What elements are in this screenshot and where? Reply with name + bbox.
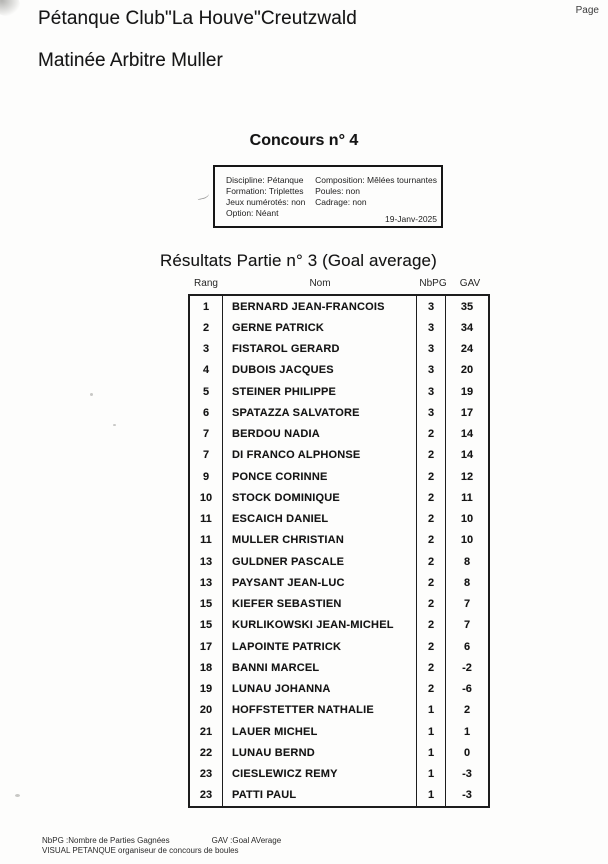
cell-nom: PATTI PAUL (223, 785, 417, 806)
info-composition: Composition: Mêlées tournantes (315, 175, 437, 185)
cell-nom: LAUER MICHEL (223, 721, 417, 742)
cell-nbpg: 3 (417, 317, 446, 338)
cell-gav: 11 (461, 491, 473, 504)
cell-gav: 34 (460, 321, 474, 334)
cell-gav: 19 (460, 385, 474, 398)
cell-nbpg: 2 (417, 487, 446, 508)
results-title: Résultats Partie n° 3 (Goal average) (160, 251, 437, 270)
legend-gav: GAV :Goal AVerage (211, 836, 282, 845)
cell-nbpg: 3 (417, 402, 446, 423)
cell-gav: -6 (462, 683, 472, 696)
cell-gav: 20 (460, 364, 474, 377)
scan-speck (90, 393, 93, 396)
cell-nom: BANNI MARCEL (223, 657, 417, 678)
club-title: Pétanque Club"La Houve"Creutzwald (38, 8, 357, 29)
cell-rang: 22 (190, 742, 223, 763)
legend-nbpg: NbPG :Nombre de Parties Gagnées (42, 836, 170, 845)
cell-rang: 5 (190, 381, 223, 402)
cell-rang: 11 (190, 509, 223, 530)
column-header-nom: Nom (309, 278, 331, 289)
cell-gav: 0 (463, 746, 471, 759)
cell-nom: ESCAICH DANIEL (223, 509, 417, 530)
cell-gav: 12 (460, 470, 474, 483)
cell-gav: 14 (460, 428, 474, 441)
footer-software: VISUAL PETANQUE organiseur de concours de boules (42, 846, 239, 855)
column-header-rang: Rang (194, 278, 218, 289)
cell-nbpg: 3 (417, 296, 446, 317)
cell-rang: 9 (190, 466, 223, 487)
cell-nom: DUBOIS JACQUES (223, 360, 417, 381)
cell-gav: 6 (463, 640, 471, 653)
info-cadrage: Cadrage: non (315, 197, 367, 207)
cell-rang: 23 (190, 785, 223, 806)
scan-speck (113, 424, 116, 426)
cell-gav: 14 (460, 449, 474, 462)
cell-nom: GULDNER PASCALE (223, 551, 417, 572)
footer-legend (42, 836, 281, 846)
cell-nbpg: 2 (417, 572, 446, 593)
scan-smudge-artifact (0, 0, 20, 16)
cell-rang: 13 (190, 551, 223, 572)
cell-nbpg: 1 (417, 721, 446, 742)
pen-mark-artifact (196, 191, 209, 200)
cell-rang: 11 (190, 530, 223, 551)
cell-nom: LUNAU BERND (223, 742, 417, 763)
info-discipline: Discipline: Pétanque (226, 175, 304, 185)
concours-date: 19-Janv-2025 (385, 214, 437, 224)
cell-nbpg: 1 (417, 764, 446, 785)
cell-rang: 20 (190, 700, 223, 721)
cell-rang: 19 (190, 679, 223, 700)
event-title: Matinée Arbitre Muller (38, 50, 223, 71)
column-header-nbpg: NbPG (419, 278, 447, 289)
cell-nom: BERNARD JEAN-FRANCOIS (223, 296, 417, 317)
cell-nbpg: 2 (417, 551, 446, 572)
cell-gav: 8 (463, 555, 471, 568)
cell-rang: 1 (190, 296, 223, 317)
cell-gav: 35 (460, 300, 474, 313)
cell-gav: 7 (463, 619, 471, 632)
cell-gav: 7 (463, 598, 471, 611)
page-footer (42, 836, 281, 856)
cell-nbpg: 2 (417, 445, 446, 466)
cell-nom: DI FRANCO ALPHONSE (223, 445, 417, 466)
cell-nbpg: 2 (417, 594, 446, 615)
cell-rang: 10 (190, 487, 223, 508)
cell-nbpg: 3 (417, 339, 446, 360)
cell-nom: PONCE CORINNE (223, 466, 417, 487)
cell-rang: 23 (190, 764, 223, 785)
column-header-gav: GAV (459, 278, 481, 289)
info-left-column (226, 175, 315, 219)
info-formation: Formation: Triplettes (226, 186, 304, 196)
cell-rang: 4 (190, 360, 223, 381)
info-right-column (315, 175, 437, 219)
results-table (188, 294, 490, 808)
cell-rang: 7 (190, 445, 223, 466)
cell-nom: SPATAZZA SALVATORE (223, 402, 417, 423)
cell-nbpg: 2 (417, 636, 446, 657)
cell-nom: PAYSANT JEAN-LUC (223, 572, 417, 593)
cell-nbpg: 3 (417, 381, 446, 402)
cell-nbpg: 2 (417, 466, 446, 487)
cell-gav: -2 (462, 661, 472, 674)
concours-title: Concours n° 4 (249, 132, 359, 149)
cell-rang: 15 (190, 615, 223, 636)
cell-nbpg: 2 (417, 424, 446, 445)
cell-gav: -3 (462, 789, 472, 802)
cell-nbpg: 1 (417, 700, 446, 721)
cell-nbpg: 2 (417, 615, 446, 636)
cell-nom: LAPOINTE PATRICK (223, 636, 417, 657)
cell-nbpg: 2 (417, 509, 446, 530)
cell-nbpg: 1 (417, 785, 446, 806)
info-poules: Poules: non (315, 186, 360, 196)
cell-nom: FISTAROL GERARD (223, 339, 417, 360)
page-label: Page (575, 5, 599, 16)
info-jeux-numerotes: Jeux numérotés: non (226, 197, 306, 207)
cell-rang: 15 (190, 594, 223, 615)
cell-gav: 10 (460, 513, 474, 526)
cell-nom: KURLIKOWSKI JEAN-MICHEL (223, 615, 417, 636)
cell-rang: 21 (190, 721, 223, 742)
cell-nom: STEINER PHILIPPE (223, 381, 417, 402)
cell-gav: 1 (463, 725, 471, 738)
cell-gav: 10 (460, 534, 474, 547)
cell-nom: GERNE PATRICK (223, 317, 417, 338)
cell-nom: MULLER CHRISTIAN (223, 530, 417, 551)
info-option: Option: Néant (226, 208, 279, 218)
cell-rang: 3 (190, 339, 223, 360)
cell-nom: STOCK DOMINIQUE (223, 487, 417, 508)
cell-nom: KIEFER SEBASTIEN (223, 594, 417, 615)
cell-rang: 7 (190, 424, 223, 445)
cell-nom: BERDOU NADIA (223, 424, 417, 445)
cell-nbpg: 2 (417, 657, 446, 678)
cell-gav: 24 (460, 343, 474, 356)
scan-speck (15, 794, 20, 797)
cell-rang: 18 (190, 657, 223, 678)
cell-gav: -3 (462, 768, 472, 781)
cell-nom: HOFFSTETTER NATHALIE (223, 700, 417, 721)
cell-nbpg: 1 (417, 742, 446, 763)
cell-rang: 17 (190, 636, 223, 657)
cell-nom: LUNAU JOHANNA (223, 679, 417, 700)
cell-rang: 13 (190, 572, 223, 593)
cell-nbpg: 3 (417, 360, 446, 381)
cell-gav: 17 (460, 406, 474, 419)
cell-nbpg: 2 (417, 530, 446, 551)
cell-nbpg: 2 (417, 679, 446, 700)
concours-info-box (213, 165, 443, 228)
cell-gav: 8 (463, 576, 471, 589)
cell-nom: CIESLEWICZ REMY (223, 764, 417, 785)
cell-rang: 6 (190, 402, 223, 423)
cell-gav: 2 (463, 704, 471, 717)
cell-rang: 2 (190, 317, 223, 338)
